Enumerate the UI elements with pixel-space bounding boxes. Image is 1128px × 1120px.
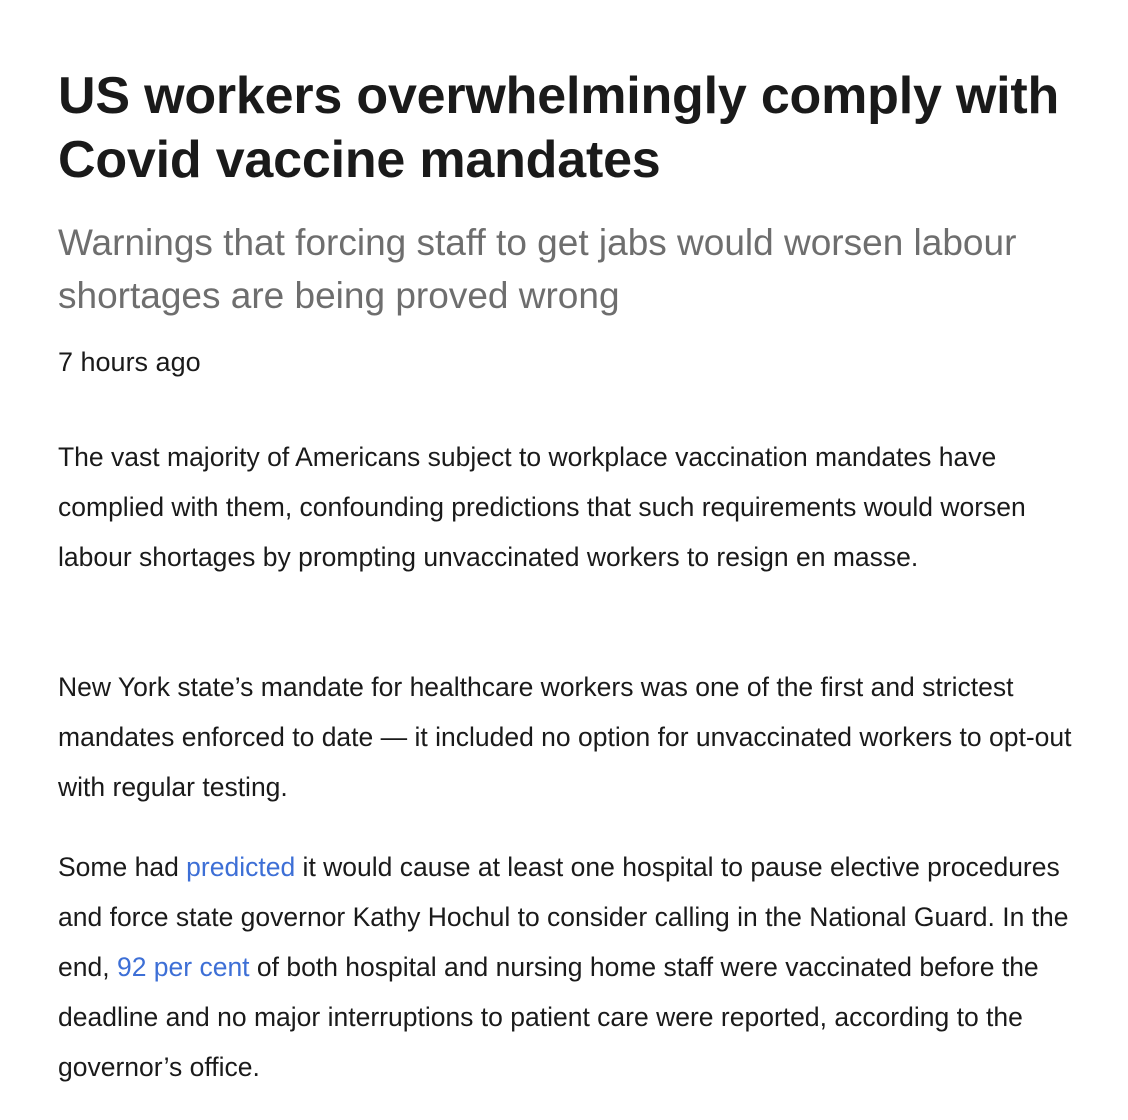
ninety-two-per-cent-link[interactable]: 92 per cent bbox=[116, 952, 250, 982]
article-standfirst: Warnings that forcing staff to get jabs would worsen labour shortages are being proved wrong bbox=[58, 222, 1017, 316]
paragraph-3-text-start: Some had bbox=[58, 852, 187, 882]
article-paragraph-1: The vast majority of Americans subject to workplace vaccination mandates have complied with them, confounding predictions that such requirements would worsen labour shortages by prompting unvaccinated workers to resign en masse. bbox=[58, 442, 1026, 572]
article-paragraph-3 bbox=[58, 842, 1098, 1092]
paragraph-3-text-end: of both hospital and nursing home staff were vaccinated before the deadline and no major interruptions to patient care were reported, according to the governor’s office. bbox=[58, 952, 1039, 1082]
article-paragraph-2: New York state’s mandate for healthcare workers was one of the first and strictest mandates enforced to date — it included no option for unvaccinated workers to opt-out with regular testing. bbox=[58, 672, 1072, 802]
paragraph-3-text-middle: it would cause at least one hospital to pause elective procedures and force state governor Kathy Hochul to consider calling in the National Guard. In the end, bbox=[58, 852, 1069, 982]
predicted-link[interactable]: predicted bbox=[186, 852, 296, 882]
article-headline: US workers overwhelmingly comply with Covid vaccine mandates bbox=[58, 67, 1060, 189]
article-timestamp: 7 hours ago bbox=[58, 347, 201, 377]
